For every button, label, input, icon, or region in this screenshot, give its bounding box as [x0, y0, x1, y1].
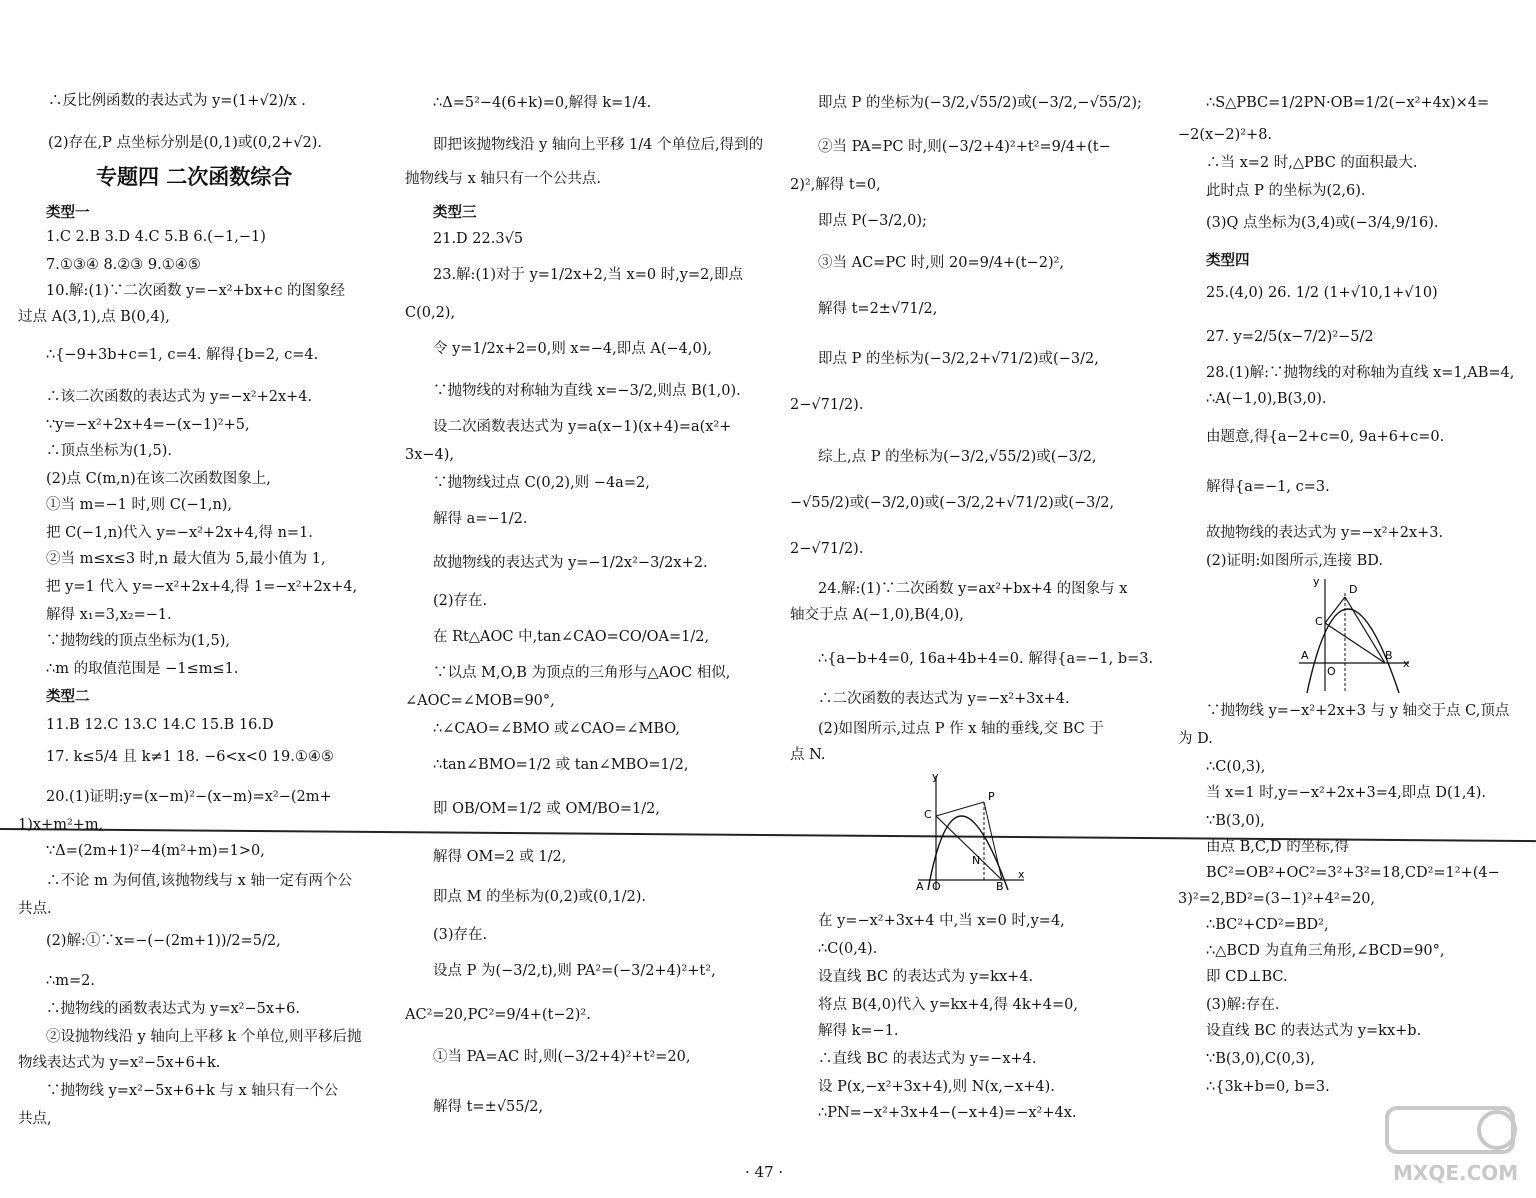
text-line: 令 y=1/2x+2=0,则 x=−4,即点 A(−4,0),: [433, 341, 712, 357]
parabola-figure-2: [1295, 575, 1415, 695]
text-line: 解得 OM=2 或 1/2,: [433, 849, 567, 865]
text-line: ②当 PA=PC 时,则(−3/2+4)²+t²=9/4+(t−: [818, 139, 1111, 155]
text-line: ∴Δ=5²−4(6+k)=0,解得 k=1/4.: [433, 95, 652, 111]
text-line: (3)存在.: [433, 927, 488, 943]
text-line: 23.解:(1)对于 y=1/2x+2,当 x=0 时,y=2,即点: [433, 267, 743, 283]
text-line: 21.D 22.3√5: [433, 231, 524, 247]
fig2-label: B: [1385, 649, 1393, 662]
fig1-label: y: [932, 772, 939, 783]
text-line: (3)解:存在.: [1206, 997, 1280, 1013]
text-line: ∴反比例函数的表达式为 y=(1+√2)/x .: [48, 93, 306, 109]
text-line: ∴{−9+3b+c=1, c=4. 解得{b=2, c=4.: [46, 347, 319, 363]
fig1-label: C: [924, 808, 932, 821]
text-line: ∵抛物线的对称轴为直线 x=−3/2,则点 B(1,0).: [433, 383, 741, 399]
text-line: ②设抛物线沿 y 轴向上平移 k 个单位,则平移后抛: [46, 1029, 362, 1045]
text-line: −2(x−2)²+8.: [1178, 127, 1273, 143]
text-line: 即点 P(−3/2,0);: [818, 213, 927, 229]
fig2-label: C: [1315, 615, 1323, 628]
fig1-label: x: [1018, 868, 1025, 881]
text-line: ∴C(0,4).: [818, 941, 878, 957]
watermark-logo: [1385, 1100, 1525, 1190]
text-line: ∴PN=−x²+3x+4−(−x+4)=−x²+4x.: [818, 1105, 1077, 1121]
fig1-label: A: [916, 880, 924, 892]
parabola-figure-1: [910, 772, 1030, 892]
text-line: 轴交于点 A(−1,0),B(4,0),: [790, 607, 964, 623]
text-line: BC²=OB²+OC²=3²+3²=18,CD²=1²+(4−: [1206, 865, 1500, 881]
text-line: 由点 B,C,D 的坐标,得: [1206, 839, 1349, 855]
text-line: 2)²,解得 t=0,: [790, 177, 881, 193]
text-line: ∴△BCD 为直角三角形,∠BCD=90°,: [1206, 943, 1445, 959]
text-line: 设 P(x,−x²+3x+4),则 N(x,−x+4).: [818, 1079, 1055, 1095]
text-line: ∴当 x=2 时,△PBC 的面积最大.: [1206, 155, 1418, 171]
text-line: 此时点 P 的坐标为(2,6).: [1206, 183, 1366, 199]
text-line: (3)Q 点坐标为(3,4)或(−3/4,9/16).: [1206, 215, 1439, 231]
text-line: AC²=20,PC²=9/4+(t−2)².: [405, 1007, 591, 1023]
text-line: 在 y=−x²+3x+4 中,当 x=0 时,y=4,: [818, 913, 1065, 929]
text-line: 抛物线与 x 轴只有一个公共点.: [405, 171, 602, 187]
text-line: ②当 m≤x≤3 时,n 最大值为 5,最小值为 1,: [46, 551, 326, 567]
text-line: ∵抛物线 y=x²−5x+6+k 与 x 轴只有一个公: [46, 1083, 339, 1099]
text-line: ∵Δ=(2m+1)²−4(m²+m)=1>0,: [46, 843, 265, 859]
text-line: ∵B(3,0),C(0,3),: [1206, 1051, 1315, 1067]
fig1-label: O: [932, 880, 941, 892]
text-line: 即点 P 的坐标为(−3/2,2+√71/2)或(−3/2,: [818, 351, 1099, 367]
text-line: 将点 B(4,0)代入 y=kx+4,得 4k+4=0,: [818, 997, 1079, 1013]
text-line: ∴A(−1,0),B(3,0).: [1206, 391, 1327, 407]
text-line: 即 OB/OM=1/2 或 OM/BO=1/2,: [433, 801, 661, 817]
text-line: 7.①③④ 8.②③ 9.①④⑤: [46, 257, 201, 273]
text-line: ∵B(3,0),: [1206, 813, 1265, 829]
fig2-label: y: [1313, 575, 1320, 588]
text-line: 把 y=1 代入 y=−x²+2x+4,得 1=−x²+2x+4,: [46, 579, 358, 595]
text-line: ∴{a−b+4=0, 16a+4b+4=0. 解得{a=−1, b=3.: [818, 651, 1154, 667]
fig1-label: B: [996, 880, 1004, 892]
text-line: ∴直线 BC 的表达式为 y=−x+4.: [818, 1051, 1037, 1067]
text-line: 共点.: [18, 901, 52, 917]
text-line: ①当 PA=AC 时,则(−3/2+4)²+t²=20,: [433, 1049, 691, 1065]
text-line: 为 D.: [1178, 731, 1213, 747]
text-line: 把 C(−1,n)代入 y=−x²+2x+4,得 n=1.: [46, 525, 313, 541]
text-line: 24.解:(1)∵二次函数 y=ax²+bx+4 的图象与 x: [818, 581, 1128, 597]
fig2-label: A: [1301, 649, 1309, 662]
text-line: 即把该抛物线沿 y 轴向上平移 1/4 个单位后,得到的: [433, 137, 764, 153]
text-line: 共点,: [18, 1111, 52, 1127]
text-line: 设直线 BC 的表达式为 y=kx+4.: [818, 969, 1034, 985]
text-line: 即点 P 的坐标为(−3/2,√55/2)或(−3/2,−√55/2);: [818, 95, 1142, 111]
text-line: (2)如图所示,过点 P 作 x 轴的垂线,交 BC 于: [818, 721, 1104, 737]
text-line: ∴抛物线的函数表达式为 y=x²−5x+6.: [46, 1001, 300, 1017]
text-line: 17. k≤5/4 且 k≠1 18. −6<x<0 19.①④⑤: [46, 749, 334, 765]
text-line: −√55/2)或(−3/2,0)或(−3/2,2+√71/2)或(−3/2,: [790, 495, 1115, 511]
text-line: ∴S△PBC=1/2PN·OB=1/2(−x²+4x)×4=: [1206, 95, 1490, 111]
text-line: 过点 A(3,1),点 B(0,4),: [18, 309, 170, 325]
text-line: ∠AOC=∠MOB=90°,: [405, 693, 555, 709]
text-line: 设直线 BC 的表达式为 y=kx+b.: [1206, 1023, 1422, 1039]
text-line: 20.(1)证明:y=(x−m)²−(x−m)=x²−(2m+: [46, 789, 332, 805]
text-line: ∴C(0,3),: [1206, 759, 1266, 775]
text-line: (2)点 C(m,n)在该二次函数图象上,: [46, 471, 271, 487]
text-line: 27. y=2/5(x−7/2)²−5/2: [1206, 329, 1374, 345]
text-line: 11.B 12.C 13.C 14.C 15.B 16.D: [46, 717, 274, 733]
fig2-label: x: [1403, 657, 1410, 670]
text-line: ①当 m=−1 时,则 C(−1,n),: [46, 497, 233, 513]
text-line: 25.(4,0) 26. 1/2 (1+√10,1+√10): [1206, 285, 1438, 301]
text-line: ∵抛物线的顶点坐标为(1,5),: [46, 633, 230, 649]
section-heading: 类型四: [1206, 253, 1250, 269]
text-line: (2)存在,P 点坐标分别是(0,1)或(0,2+√2).: [48, 135, 322, 151]
fig1-label: N: [972, 854, 981, 867]
text-line: 综上,点 P 的坐标为(−3/2,√55/2)或(−3/2,: [818, 449, 1097, 465]
text-line: 设点 P 为(−3/2,t),则 PA²=(−3/2+4)²+t²,: [433, 963, 716, 979]
text-line: ∴BC²+CD²=BD²,: [1206, 917, 1329, 933]
text-line: 点 N.: [790, 747, 826, 763]
text-line: ∵抛物线 y=−x²+2x+3 与 y 轴交于点 C,顶点: [1206, 703, 1510, 719]
text-line: ③当 AC=PC 时,则 20=9/4+(t−2)²,: [818, 255, 1065, 271]
text-line: 设二次函数表达式为 y=a(x−1)(x+4)=a(x²+: [433, 419, 732, 435]
text-line: 即点 M 的坐标为(0,2)或(0,1/2).: [433, 889, 647, 905]
section-heading: 类型二: [46, 689, 90, 705]
text-line: 2−√71/2).: [790, 541, 864, 557]
text-line: 3)²=2,BD²=(3−1)²+4²=20,: [1178, 891, 1376, 907]
text-line: 解得 t=±√55/2,: [433, 1099, 544, 1115]
text-line: 故抛物线的表达式为 y=−1/2x²−3/2x+2.: [433, 555, 708, 571]
section-title: 专题四 二次函数综合: [96, 165, 293, 189]
text-line: 在 Rt△AOC 中,tan∠CAO=CO/OA=1/2,: [433, 629, 710, 645]
fig2-label: D: [1349, 583, 1358, 596]
text-line: 由题意,得{a−2+c=0, 9a+6+c=0.: [1206, 429, 1445, 445]
text-line: 1.C 2.B 3.D 4.C 5.B 6.(−1,−1): [46, 229, 266, 245]
text-line: ∴不论 m 为何值,该抛物线与 x 轴一定有两个公: [46, 873, 352, 889]
text-line: ∴二次函数的表达式为 y=−x²+3x+4.: [818, 691, 1070, 707]
text-line: C(0,2),: [405, 305, 456, 321]
section-heading: 类型一: [46, 205, 90, 221]
text-line: ∴{3k+b=0, b=3.: [1206, 1079, 1330, 1095]
text-line: ∵抛物线过点 C(0,2),则 −4a=2,: [433, 475, 650, 491]
text-line: 解得 t=2±√71/2,: [818, 301, 938, 317]
text-line: 2−√71/2).: [790, 397, 864, 413]
text-line: ∵y=−x²+2x+4=−(x−1)²+5,: [46, 417, 250, 433]
text-line: (2)证明:如图所示,连接 BD.: [1206, 553, 1384, 569]
text-line: 解得 x₁=3,x₂=−1.: [46, 607, 172, 623]
text-line: 28.(1)解:∵抛物线的对称轴为直线 x=1,AB=4,: [1206, 365, 1515, 381]
text-line: 1)x+m²+m,: [18, 817, 104, 833]
text-line: ∴m=2.: [46, 973, 95, 989]
section-heading: 类型三: [433, 205, 477, 221]
fig2-label: O: [1327, 665, 1336, 678]
text-line: 解得 a=−1/2.: [433, 511, 528, 527]
text-line: 解得 k=−1.: [818, 1023, 899, 1039]
text-line: ∴∠CAO=∠BMO 或∠CAO=∠MBO,: [433, 721, 680, 737]
text-line: 故抛物线的表达式为 y=−x²+2x+3.: [1206, 525, 1444, 541]
text-line: ∴tan∠BMO=1/2 或 tan∠MBO=1/2,: [433, 757, 689, 773]
text-line: ∴顶点坐标为(1,5).: [46, 443, 172, 459]
fig1-label: P: [988, 790, 995, 803]
watermark-text: MXQE.COM: [1393, 1161, 1519, 1185]
text-line: 即 CD⊥BC.: [1206, 969, 1288, 985]
text-line: 3x−4),: [405, 447, 455, 463]
text-line: 解得{a=−1, c=3.: [1206, 479, 1330, 495]
text-line: ∴m 的取值范围是 −1≤m≤1.: [46, 661, 239, 677]
text-line: 10.解:(1)∵二次函数 y=−x²+bx+c 的图象经: [46, 283, 346, 299]
text-line: (2)解:①∵x=−(−(2m+1))/2=5/2,: [46, 933, 281, 949]
text-line: 物线表达式为 y=x²−5x+6+k.: [18, 1055, 221, 1071]
text-line: (2)存在.: [433, 593, 488, 609]
text-line: ∴该二次函数的表达式为 y=−x²+2x+4.: [46, 389, 313, 405]
text-line: 当 x=1 时,y=−x²+2x+3=4,即点 D(1,4).: [1206, 785, 1486, 801]
text-line: ∵以点 M,O,B 为顶点的三角形与△AOC 相似,: [433, 665, 731, 681]
page-number: · 47 ·: [745, 1163, 784, 1181]
